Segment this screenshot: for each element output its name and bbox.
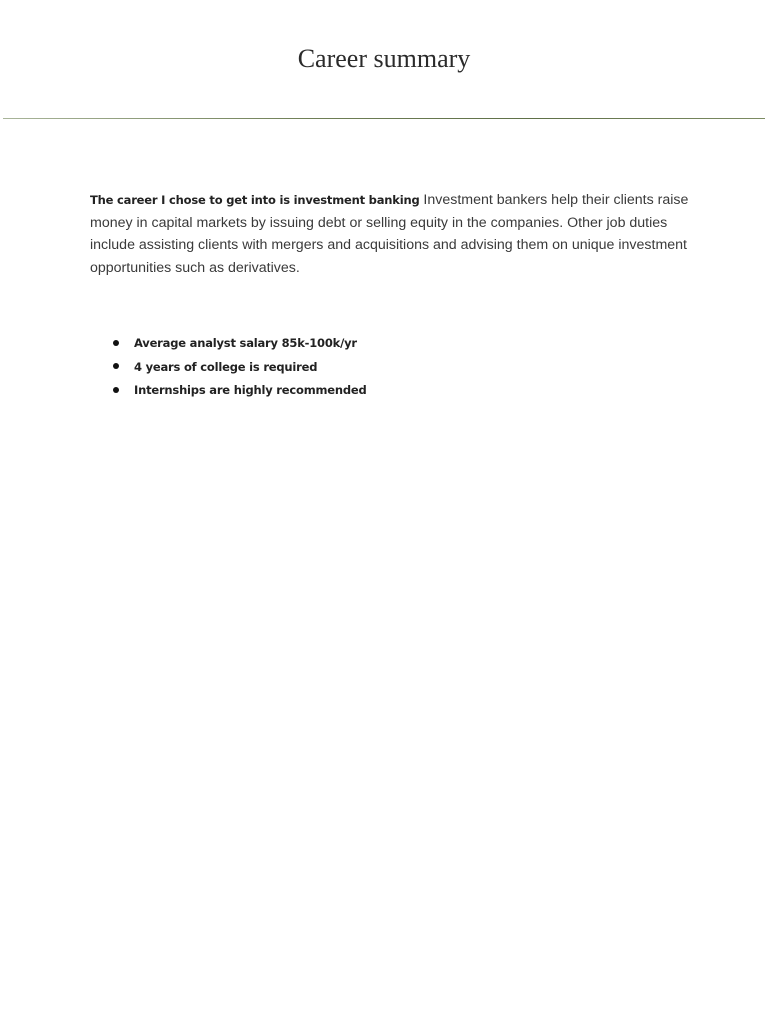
page-title: Career summary (297, 44, 471, 73)
bullet-icon (113, 363, 119, 369)
intro-lead: The career I chose to get into is investment banking (90, 193, 420, 207)
list-item-text: Internships are highly recommended (134, 383, 367, 397)
title-divider (3, 118, 765, 119)
intro-body: Investment bankers help their clients raise money in capital markets by issuing debt or selling equity in the companies. Other job duties include assisting clients with mergers and acquisitions and advising them on unique investment opportunities such as derivatives. (90, 192, 689, 276)
list-item-text: 4 years of college is required (134, 359, 318, 374)
list-item (113, 356, 367, 380)
list-item-text: Average analyst salary 85k-100k/yr (134, 336, 357, 350)
facts-list (113, 332, 367, 403)
bullet-icon (113, 340, 119, 346)
list-item (113, 379, 367, 403)
intro-paragraph (90, 189, 690, 279)
bullet-icon (113, 387, 119, 393)
list-item (113, 332, 367, 356)
